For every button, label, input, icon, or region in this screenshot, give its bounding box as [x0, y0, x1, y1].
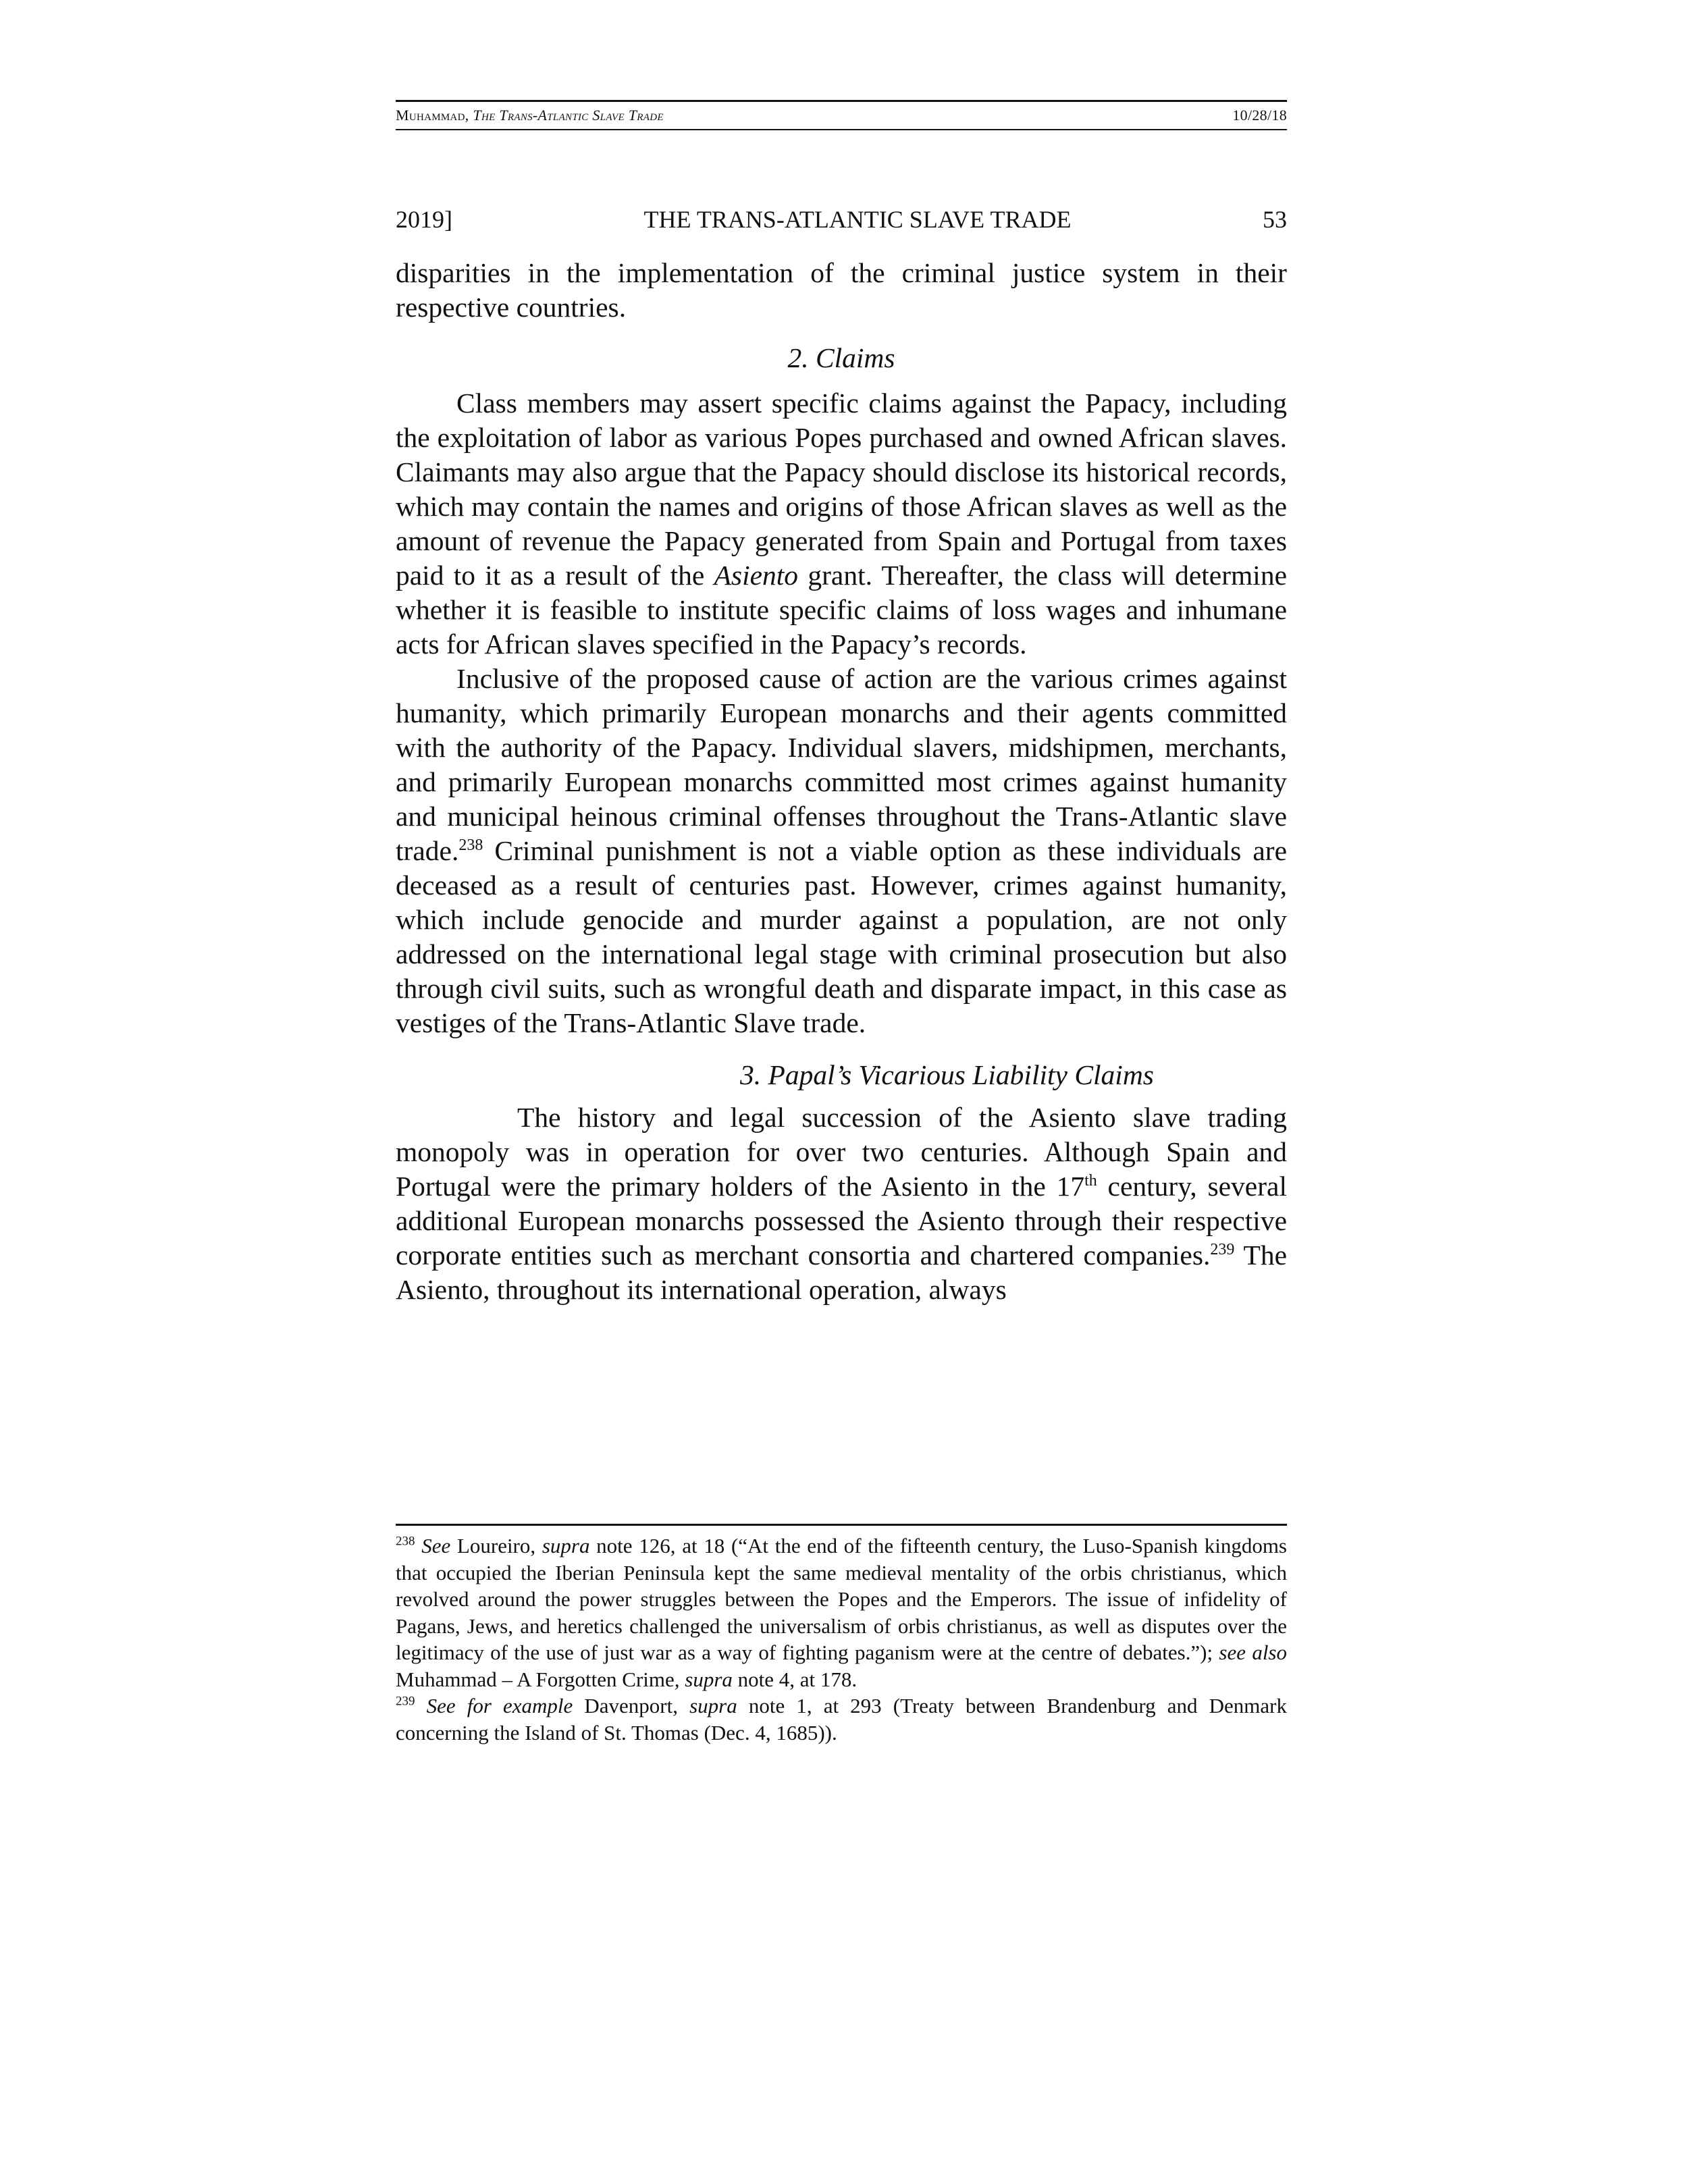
paragraph-text: Class members may assert specific claims against the Papacy, including the exploitation of labor as various Popes purchased and owned African slaves. Claimants may also argue that the Papacy should disclose its historical records, which may contain the names and origins of those African slaves as well as the amount of revenue the Papacy generated from Spain and Portugal from taxes paid to it as a result of the	[396, 388, 1287, 591]
signal-see-also: see also	[1219, 1641, 1287, 1664]
page-number: 53	[1262, 206, 1287, 233]
footnote-number: 238	[396, 1534, 415, 1549]
paragraph-claims	[396, 386, 1287, 662]
footnote-divider	[396, 1524, 1287, 1526]
paragraph-text: The history and legal succession of the Asiento slave trading monopoly was in operation for over two centuries. Although Spain and Portugal were the primary holders of the Asiento in the 17	[396, 1102, 1287, 1202]
body-text	[396, 256, 1287, 1307]
footnote-ref-239[interactable]: 239	[1210, 1241, 1235, 1259]
paragraph-text: Criminal punishment is not a viable option as these individuals are deceased as a result of centuries past. However, crimes against humanity, which include genocide and murder against a population, are not only addressed on the international legal stage with criminal prosecution but also through civil suits, such as wrongful death and disparate impact, in this case as vestiges of the Trans-Atlantic Slave trade.	[396, 835, 1287, 1038]
footnote-238	[396, 1533, 1287, 1693]
italic-term-asiento: Asiento	[714, 560, 799, 591]
paragraph-crimes	[396, 662, 1287, 1040]
header-year: 2019]	[396, 206, 452, 233]
footnote-text: Loureiro,	[450, 1534, 542, 1557]
footnotes	[396, 1533, 1287, 1746]
section-heading-vicarious: 3. Papal’s Vicarious Liability Claims	[740, 1059, 1154, 1090]
running-head	[396, 100, 1287, 130]
paragraph-asiento	[396, 1100, 1287, 1307]
footnote-239	[396, 1693, 1287, 1746]
footnote-text: note 1, at 293 (Treaty between Brandenburg and Denmark concerning the Island of St. Thomas (Dec. 4, 1685)).	[396, 1694, 1287, 1744]
paragraph-text: The Asiento, throughout its international operation, always	[396, 1240, 1287, 1305]
signal-supra: supra	[689, 1694, 737, 1717]
footnote-ref-238[interactable]: 238	[458, 836, 483, 855]
paragraph-text: grant. Thereafter, the class will determine whether it is feasible to institute specific claims of loss wages and inhumane acts for African slaves specified in the Papacy’s records.	[396, 560, 1287, 660]
footnote-text: note 4, at 178.	[732, 1667, 858, 1691]
running-head-author: Muhammad,	[396, 107, 469, 124]
page	[396, 100, 1287, 1307]
footnote-text: Muhammad – A Forgotten Crime	[396, 1667, 675, 1691]
paragraph-continuation: disparities in the implementation of the criminal justice system in their respective countries.	[396, 257, 1287, 323]
running-head-date: 10/28/18	[1232, 107, 1287, 124]
footnote-text: note 126, at 18 (“At the end of the fifteenth century, the Luso-Spanish kingdoms that occupied the Iberian Peninsula kept the same medieval mentality of the orbis christianus, which revolved around the power struggles between the Popes and the Emperors. The issue of infidelity of Pagans, Jews, and heretics challenged the universalism of orbis christianus, as well as disputes over the legitimacy of the use of just war as a way of fighting paganism were at the centre of debates.”);	[396, 1534, 1287, 1664]
signal-see-for-example: See for example	[426, 1694, 573, 1717]
running-head-title: The Trans-Atlantic Slave Trade	[473, 107, 664, 124]
paragraph-text: Inclusive of the proposed cause of action are the various crimes against humanity, which primarily European monarchs and their agents committed with the authority of the Papacy. Individual slavers, midshipmen, merchants, and primarily European monarchs committed most crimes against humanity and municipal heinous criminal offenses throughout the Trans-Atlantic slave trade.	[396, 663, 1287, 866]
page-header	[396, 206, 1287, 233]
running-head-left	[396, 107, 664, 124]
paragraph-text: century, several additional European monarchs possessed the Asiento through their respective corporate entities such as merchant consortia and chartered companies.	[396, 1171, 1287, 1271]
superscript-th: th	[1084, 1172, 1097, 1190]
section-heading-claims: 2. Claims	[787, 342, 895, 373]
header-title: THE TRANS-ATLANTIC SLAVE TRADE	[643, 206, 1072, 233]
signal-supra: supra	[542, 1534, 590, 1557]
footnote-number: 239	[396, 1694, 415, 1709]
signal-see: See	[421, 1534, 451, 1557]
footnote-text: Davenport,	[573, 1694, 690, 1717]
signal-supra: , supra	[674, 1667, 733, 1691]
